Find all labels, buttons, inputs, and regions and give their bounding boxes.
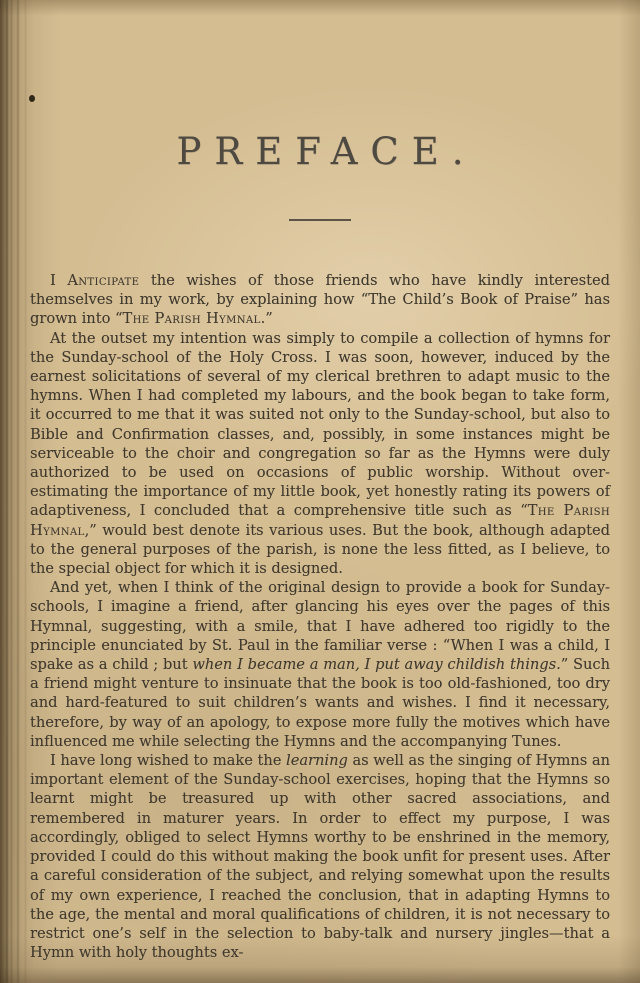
preface-text bbox=[30, 271, 610, 962]
text-run: Anticipate bbox=[67, 272, 140, 289]
page-title: PREFACE. bbox=[176, 130, 477, 173]
paragraph bbox=[30, 578, 610, 751]
text-run: as well as the singing of Hymns an important element of the Sunday-school exercises, hoping that the Hymns so learnt might be treasured up with other sacred associations, and remembered in maturer years. In order to effect my purpose, I was accordingly, obliged to select Hymns worthy to be enshrined in the memory, provided I could do this without making the book unfit for present uses. After a careful consideration of the subject, and relying somewhat upon the results of my own experience, I reached the conclusion, that in adapting Hymns to the age, the mental and moral qualifications of children, it is not necessary to restrict one’s self in the selection to baby-talk and nursery jingles—that a Hymn with holy thoughts ex- bbox=[30, 752, 610, 962]
text-run: learning bbox=[286, 752, 348, 770]
text-run: And yet, when I think of the original design to provide a book for Sunday-schools, I imagine a friend, after glancing his eyes over the pages of this Hymnal, suggesting, with a smile, that I have adhered too rigidly to the principle enunciated by St. Paul in the familiar verse : “When I was a child, I spake as a child ; but bbox=[30, 579, 610, 674]
text-run: I bbox=[50, 272, 68, 289]
binding-crease-line bbox=[17, 0, 19, 983]
text-run: I have long wished to make the bbox=[50, 752, 287, 770]
text-run: ” Such a friend might venture to insinuate that the book is too old-fashioned, too dry and hard-featured to suit children’s wants and wishes. I find it necessary, therefore, by way of an apology, to expose more fully the motives which have influenced me while selecting the Hymns and the accompanying Tunes. bbox=[30, 656, 610, 750]
text-run: when I became a man, I put away childish things. bbox=[192, 656, 561, 674]
text-run: ,” would best denote its various uses. But the book, although adapted to the general purposes of the parish, is none the less fitted, as I believe, to the special object for which it is designed. bbox=[30, 521, 610, 578]
title-divider-rule bbox=[289, 219, 351, 221]
ink-speck bbox=[29, 95, 35, 102]
paragraph bbox=[30, 751, 610, 962]
text-run: At the outset my intention was simply to compile a collection of hymns for the Sunday-school of the Holy Cross. I was soon, however, induced by the earnest solicitations of several of my clerical brethren to adapt music to the hymns. When I had completed my labours, and the book began to take form, it occurred to me that it was suited not only to the Sunday-school, but also to Bible and Confirmation classes, and, possibly, in some instances might be serviceable to the choir and congregation so far as the Hymns were duly authorized to be used on occasions of public worship. Without over-estimating the importance of my little book, yet honestly rating its powers of adaptiveness, I concluded that a comprehensive title such as “ bbox=[30, 329, 610, 520]
paragraph bbox=[30, 271, 610, 329]
binding-crease-line bbox=[11, 0, 12, 983]
paragraph bbox=[30, 329, 610, 579]
text-run: The Parish Hymnal bbox=[122, 310, 261, 328]
binding-crease-line bbox=[25, 0, 26, 983]
text-run: .” bbox=[260, 310, 273, 328]
text-run: The Parish Hymnal bbox=[30, 502, 610, 539]
binding-crease-line bbox=[6, 0, 8, 983]
text-run: the wishes of those friends who have kindly interested themselves in my work, by explaining how “The Child’s Book of Praise” has grown into “ bbox=[30, 272, 610, 328]
